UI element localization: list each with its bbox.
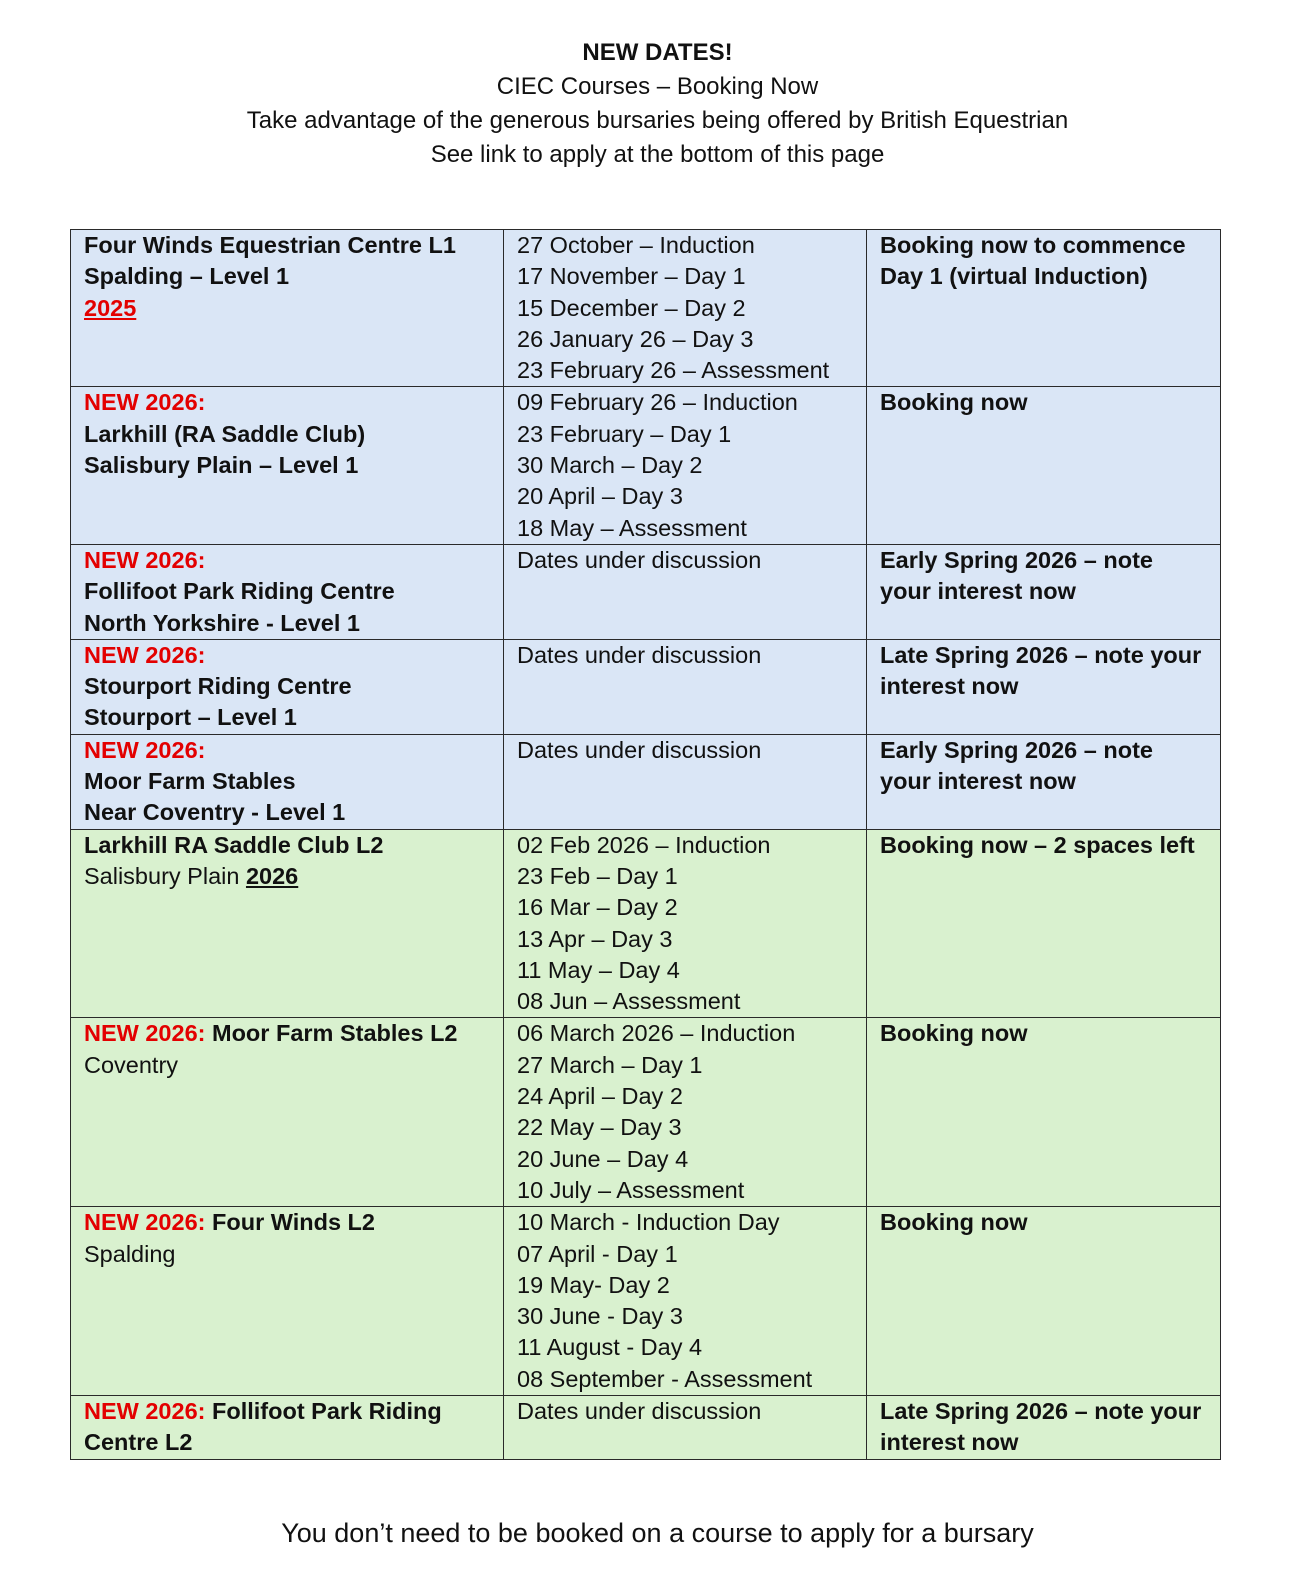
venue-location: Coventry [84, 1051, 179, 1078]
venue-name: Larkhill RA Saddle Club L2 [84, 831, 384, 858]
venue-cell [71, 230, 504, 387]
booking-status: Early Spring 2026 – note your interest now [880, 546, 1153, 605]
status-cell [867, 1018, 1221, 1207]
venue-name: Four Winds Equestrian Centre L1 [84, 232, 456, 258]
date-item: 16 Mar – Day 2 [517, 894, 678, 921]
venue-heading [84, 1398, 442, 1455]
venue-location-line [84, 861, 493, 892]
venue-year: 2026 [245, 862, 299, 889]
date-item: Dates under discussion [517, 1397, 762, 1424]
venue-year: 2025 [84, 294, 137, 321]
venue-location: Spalding [84, 1240, 176, 1267]
status-cell [867, 734, 1221, 829]
date-item: 02 Feb 2026 – Induction [517, 831, 771, 858]
venue-cell [71, 639, 504, 734]
booking-status: Booking now [880, 389, 1028, 416]
date-item: 26 January 26 – Day 3 [517, 325, 754, 352]
venue-location: Spalding – Level 1 [84, 263, 290, 290]
table-row [71, 387, 1221, 544]
new-tag: NEW 2026: [84, 1397, 206, 1424]
new-tag: NEW 2026: [84, 546, 206, 573]
status-cell [867, 1395, 1221, 1459]
table-row [71, 1018, 1221, 1207]
page-header [0, 36, 1315, 172]
status-cell [867, 387, 1221, 544]
courses-table [70, 229, 1221, 1460]
dates-cell [504, 1207, 867, 1396]
booking-status: Booking now [880, 1020, 1028, 1047]
date-item: 19 May- Day 2 [517, 1271, 670, 1298]
table-row [71, 544, 1221, 639]
booking-status: Booking now to commence Day 1 (virtual Induction) [880, 232, 1186, 290]
dates-cell [504, 230, 867, 387]
table-row [71, 829, 1221, 1018]
venue-location: Near Coventry - Level 1 [84, 799, 346, 826]
date-item: 23 Feb – Day 1 [517, 862, 678, 889]
date-item: 20 April – Day 3 [517, 483, 683, 510]
date-item: 18 May – Assessment [517, 514, 747, 541]
footer-note: You don’t need to be booked on a course to apply for a bursary [281, 1518, 1034, 1548]
header-link-note: See link to apply at the bottom of this page [430, 141, 885, 168]
status-cell [867, 544, 1221, 639]
venue-name: Moor Farm Stables [84, 768, 296, 795]
date-item: Dates under discussion [517, 641, 762, 668]
table-row [71, 1395, 1221, 1459]
new-tag: NEW 2026: [84, 1209, 206, 1236]
date-item: 20 June – Day 4 [517, 1145, 689, 1172]
venue-cell [71, 544, 504, 639]
booking-status: Late Spring 2026 – note your interest now [880, 641, 1202, 700]
status-cell [867, 1207, 1221, 1396]
booking-status: Early Spring 2026 – note your interest now [880, 736, 1153, 795]
date-item: 11 May – Day 4 [517, 956, 680, 983]
table-row [71, 639, 1221, 734]
header-bursary-note: Take advantage of the generous bursaries being offered by British Equestrian [246, 107, 1069, 134]
date-item: 27 March – Day 1 [517, 1051, 703, 1078]
venue-name: Four Winds L2 [212, 1209, 375, 1236]
venue-name: Moor Farm Stables L2 [212, 1020, 458, 1047]
booking-status: Booking now – 2 spaces left [880, 831, 1195, 858]
date-item: 24 April – Day 2 [517, 1083, 683, 1110]
venue-name: Larkhill (RA Saddle Club) [84, 420, 366, 447]
header-subtitle: CIEC Courses – Booking Now [496, 73, 819, 100]
venue-location: North Yorkshire - Level 1 [84, 609, 360, 636]
dates-cell [504, 639, 867, 734]
dates-cell [504, 1018, 867, 1207]
status-cell [867, 829, 1221, 1018]
venue-cell [71, 1207, 504, 1396]
date-item: 10 July – Assessment [517, 1176, 745, 1203]
venue-name: Stourport Riding Centre [84, 673, 352, 700]
venue-location: Salisbury Plain [84, 862, 240, 889]
page-title: NEW DATES! [582, 39, 733, 66]
date-item: 30 March – Day 2 [517, 452, 703, 479]
date-item: 22 May – Day 3 [517, 1114, 682, 1141]
booking-status: Late Spring 2026 – note your interest now [880, 1397, 1202, 1456]
date-item: 11 August - Day 4 [517, 1334, 703, 1361]
date-item: 27 October – Induction [517, 232, 755, 258]
table-row [71, 734, 1221, 829]
venue-name: Follifoot Park Riding Centre L2 [84, 1397, 442, 1456]
status-cell [867, 639, 1221, 734]
venue-heading-line [84, 1207, 493, 1238]
new-tag: NEW 2026: [84, 641, 206, 668]
date-item: 08 Jun – Assessment [517, 988, 741, 1015]
table-row [71, 230, 1221, 387]
venue-cell [71, 1395, 504, 1459]
date-item: 23 February – Day 1 [517, 420, 732, 447]
date-item: 10 March - Induction Day [517, 1209, 780, 1236]
date-item: Dates under discussion [517, 546, 762, 573]
venue-cell [71, 1018, 504, 1207]
dates-cell [504, 387, 867, 544]
venue-location: Stourport – Level 1 [84, 704, 297, 731]
date-item: 15 December – Day 2 [517, 294, 746, 321]
new-tag: NEW 2026: [84, 389, 206, 416]
date-item: 06 March 2026 – Induction [517, 1020, 796, 1047]
date-item: 30 June - Day 3 [517, 1303, 683, 1330]
date-item: 13 Apr – Day 3 [517, 925, 673, 952]
venue-heading-line [84, 1018, 493, 1049]
dates-cell [504, 1395, 867, 1459]
booking-status: Booking now [880, 1209, 1028, 1236]
date-item: 17 November – Day 1 [517, 263, 746, 290]
venue-name: Follifoot Park Riding Centre [84, 578, 395, 605]
venue-cell [71, 829, 504, 1018]
venue-cell [71, 734, 504, 829]
dates-cell [504, 544, 867, 639]
date-item: 09 February 26 – Induction [517, 389, 798, 416]
venue-cell [71, 387, 504, 544]
dates-cell [504, 829, 867, 1018]
date-item: 23 February 26 – Assessment [517, 357, 830, 384]
date-item: 07 April - Day 1 [517, 1240, 678, 1267]
date-item: 08 September - Assessment [517, 1365, 813, 1392]
table-row [71, 1207, 1221, 1396]
date-item: Dates under discussion [517, 736, 762, 763]
status-cell [867, 230, 1221, 387]
venue-location: Salisbury Plain – Level 1 [84, 452, 359, 479]
new-tag: NEW 2026: [84, 736, 206, 763]
dates-cell [504, 734, 867, 829]
new-tag: NEW 2026: [84, 1020, 206, 1047]
